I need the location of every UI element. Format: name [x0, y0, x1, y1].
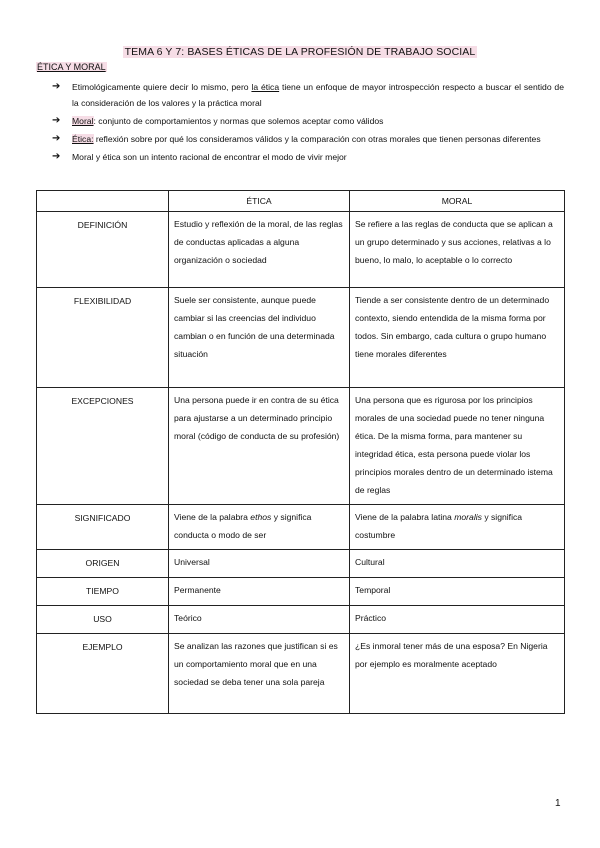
etica-cell: Se analizan las razones que justifican si es un comportamiento moral que en una sociedad se deba tener una sola pareja: [169, 634, 350, 714]
row-label: EJEMPLO: [37, 634, 169, 714]
table-row: [37, 634, 565, 714]
arrow-icon: ➔: [52, 81, 61, 92]
highlighted-term: Moral: [72, 116, 94, 126]
cell-text: y significa costumbre: [355, 512, 523, 540]
cell-emphasis: ethos: [250, 512, 272, 522]
row-label: ORIGEN: [37, 550, 169, 578]
etica-cell: Suele ser consistente, aunque puede cambiar si las creencias del individuo cambian o en función de una determinada situación: [169, 288, 350, 388]
row-label: FLEXIBILIDAD: [37, 288, 169, 388]
table-row: [37, 212, 565, 288]
bullet-item: [36, 113, 564, 129]
table-header-row: [37, 191, 565, 212]
moral-cell: Práctico: [350, 606, 565, 634]
header-cell: ÉTICA: [169, 191, 350, 212]
etica-cell: Una persona puede ir en contra de su ética para ajustarse a un determinado principio moral (código de conducta de su profesión): [169, 388, 350, 505]
row-label: TIEMPO: [37, 578, 169, 606]
arrow-icon: ➔: [52, 133, 61, 144]
moral-cell: Temporal: [350, 578, 565, 606]
moral-cell: ¿Es inmoral tener más de una esposa? En Nigeria por ejemplo es moralmente aceptado: [350, 634, 565, 714]
etica-cell: Teórico: [169, 606, 350, 634]
header-cell: MORAL: [350, 191, 565, 212]
etica-cell: Permanente: [169, 578, 350, 606]
bullet-text: : conjunto de comportamientos y normas que solemos aceptar como válidos: [93, 116, 384, 126]
cell-text: Viene de la palabra: [174, 512, 251, 522]
cell-text: Viene de la palabra latina: [355, 512, 455, 522]
table-row: [37, 606, 565, 634]
bullet-text: Moral y ética son un intento racional de encontrar el modo de vivir mejor: [72, 152, 347, 162]
table-row: [37, 288, 565, 388]
etica-cell: [169, 505, 350, 550]
bullet-text: tiene un enfoque de mayor introspección respecto a buscar el sentido de la consideración de los valores y la práctica moral: [72, 82, 564, 108]
bullet-item: [36, 131, 564, 147]
section-heading: ÉTICA Y MORAL: [37, 62, 106, 72]
table-row: [37, 550, 565, 578]
etica-cell: Universal: [169, 550, 350, 578]
bullet-item: [36, 79, 564, 111]
table-row: [37, 578, 565, 606]
table-row: [37, 505, 565, 550]
cell-text: y significa conducta o modo de ser: [174, 512, 312, 540]
table-row: [37, 388, 565, 505]
moral-cell: Una persona que es rigurosa por los principios morales de una sociedad puede no tener ninguna ética. De la misma forma, para mantener su integridad ética, esta persona puede violar los principios morales dentro de un determinado istema de reglas: [350, 388, 565, 505]
moral-cell: [350, 505, 565, 550]
moral-cell: Se refiere a las reglas de conducta que se aplican a un grupo determinado y sus acciones, relativas a lo bueno, lo malo, lo aceptable o lo correcto: [350, 212, 565, 288]
bullet-list: [36, 79, 564, 167]
highlighted-term: la ética: [251, 82, 280, 92]
page-title: [0, 42, 600, 60]
moral-cell: Cultural: [350, 550, 565, 578]
etica-cell: Estudio y reflexión de la moral, de las reglas de conductas aplicadas a alguna organización o sociedad: [169, 212, 350, 288]
row-label: USO: [37, 606, 169, 634]
highlighted-term: Ética:: [72, 134, 94, 144]
row-label: EXCEPCIONES: [37, 388, 169, 505]
arrow-icon: ➔: [52, 151, 61, 162]
moral-cell: Tiende a ser consistente dentro de un determinado contexto, siendo entendida de la misma forma por todos. Sin embargo, cada cultura o grupo humano tiene morales diferentes: [350, 288, 565, 388]
header-cell: [37, 191, 169, 212]
page-title-text: TEMA 6 Y 7: BASES ÉTICAS DE LA PROFESIÓN DE TRABAJO SOCIAL: [124, 46, 476, 58]
bullet-item: [36, 149, 564, 165]
cell-emphasis: moralis: [454, 512, 482, 522]
bullet-text: reflexión sobre por qué los consideramos válidos y la comparación con otras morales que tienen personas diferentes: [93, 134, 541, 144]
row-label: DEFINICIÓN: [37, 212, 169, 288]
page-number: 1: [555, 798, 561, 809]
bullet-text: Etimológicamente quiere decir lo mismo, pero: [72, 82, 252, 92]
arrow-icon: ➔: [52, 115, 61, 126]
row-label: SIGNIFICADO: [37, 505, 169, 550]
comparison-table: [36, 190, 565, 714]
